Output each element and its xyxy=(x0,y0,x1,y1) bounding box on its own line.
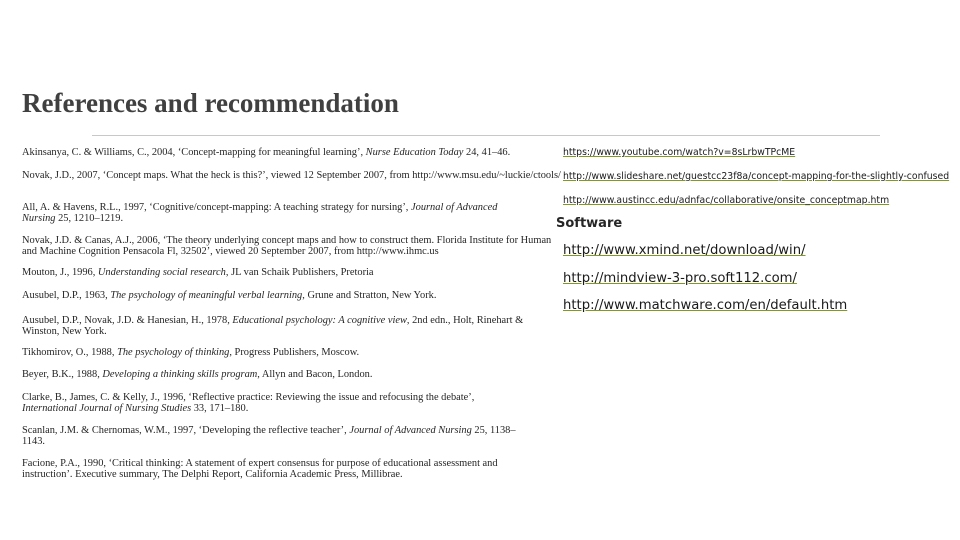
software-heading: Software xyxy=(556,216,623,231)
austincc-link[interactable]: http://www.austincc.edu/adnfac/collaborative/onsite_conceptmap.htm xyxy=(563,195,890,206)
reference-item: All, A. & Havens, R.L., 1997, ‘Cognitive/concept-mapping: A teaching strategy for nursing’, Journal of Advanced Nursing 25, 1210–1219. xyxy=(22,202,498,224)
title-divider xyxy=(92,135,880,136)
xmind-link[interactable]: http://www.xmind.net/download/win/ xyxy=(563,243,806,258)
reference-item: Scanlan, J.M. & Chernomas, W.M., 1997, ‘Developing the reflective teacher’, Journal of Advanced Nursing 25, 1138–1143. xyxy=(22,425,516,447)
slideshare-link[interactable]: http://www.slideshare.net/guestcc23f8a/concept-mapping-for-the-slightly-confused xyxy=(563,171,950,182)
reference-item: Mouton, J., 1996, Understanding social research, JL van Schaik Publishers, Pretoria xyxy=(22,267,374,278)
reference-item: Ausubel, D.P., Novak, J.D. & Hanesian, H., 1978, Educational psychology: A cognitive view, 2nd edn., Holt, Rinehart & Winston, New York. xyxy=(22,315,524,337)
reference-item: Novak, J.D. & Canas, A.J., 2006, ‘The theory underlying concept maps and how to construct them. Florida Institute for Human and Machine Cognition Pensacola Fl, 32502’, viewed 20 September 2007, from http://www.ihmc.us xyxy=(22,235,552,257)
slide-title: References and recommendation xyxy=(22,88,399,118)
reference-item: Beyer, B.K., 1988, Developing a thinking skills program, Allyn and Bacon, London. xyxy=(22,369,373,380)
youtube-link[interactable]: https://www.youtube.com/watch?v=8sLrbwTPcME xyxy=(563,147,796,158)
reference-item: Ausubel, D.P., 1963, The psychology of meaningful verbal learning, Grune and Stratton, New York. xyxy=(22,290,437,301)
mindview-link[interactable]: http://mindview-3-pro.soft112.com/ xyxy=(563,271,797,286)
reference-item: Novak, J.D., 2007, ‘Concept maps. What the heck is this?’, viewed 12 September 2007, from http://www.msu.edu/~luckie/ctools/ xyxy=(22,170,561,181)
matchware-link[interactable]: http://www.matchware.com/en/default.htm xyxy=(563,298,848,313)
reference-item: Tikhomirov, O., 1988, The psychology of thinking, Progress Publishers, Moscow. xyxy=(22,347,360,358)
reference-item: Akinsanya, C. & Williams, C., 2004, ‘Concept-mapping for meaningful learning’, Nurse Education Today 24, 41–46. xyxy=(22,147,511,158)
reference-item: Facione, P.A., 1990, ‘Critical thinking: A statement of expert consensus for purpose of educational assessment and instruction’. Executive summary, The Delphi Report, California Academic Press, Millibrae. xyxy=(22,458,498,480)
reference-item: Clarke, B., James, C. & Kelly, J., 1996, ‘Reflective practice: Reviewing the issue and refocusing the debate’, International Journal of Nursing Studies 33, 171–180. xyxy=(22,392,475,414)
